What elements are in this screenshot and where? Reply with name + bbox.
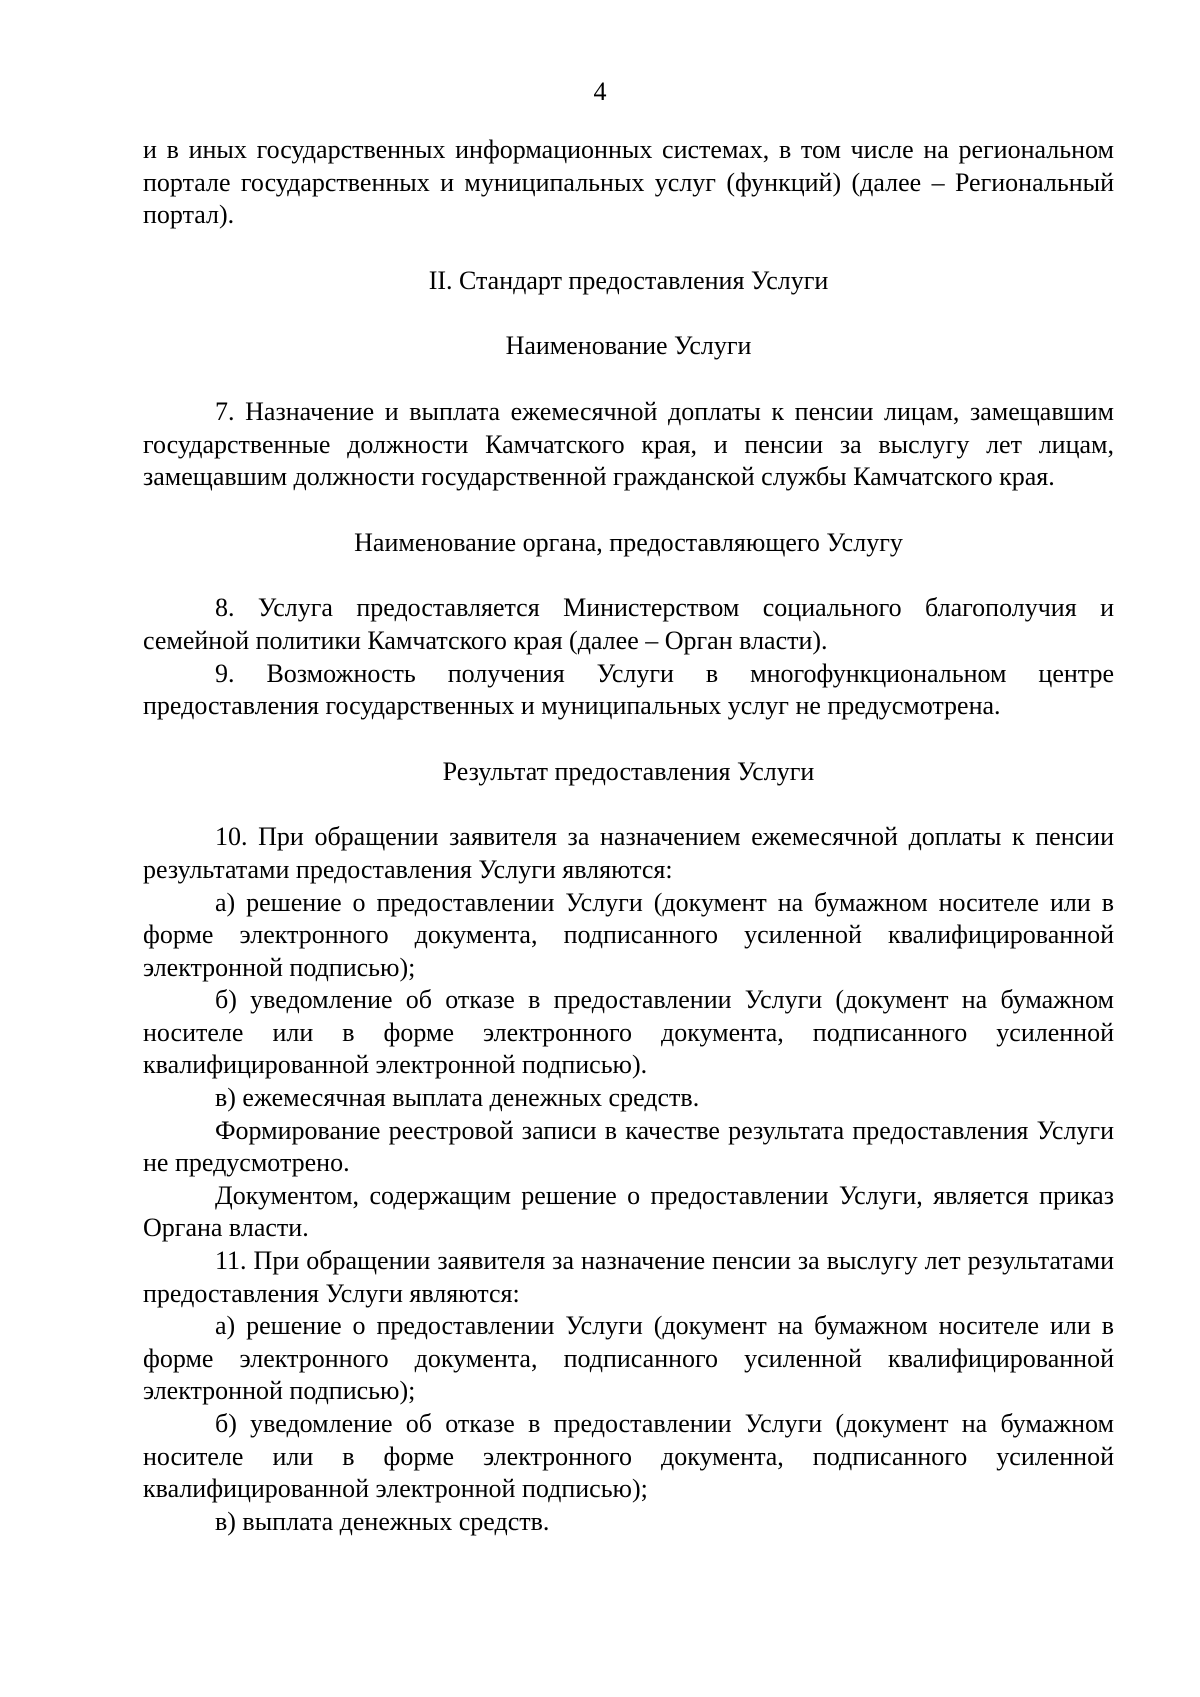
paragraph-order: Документом, содержащим решение о предоставлении Услуги, является приказ Органа власти. (143, 1180, 1114, 1243)
paragraph-10-a: а) решение о предоставлении Услуги (документ на бумажном носителе или в форме электронного документа, подписанного усиленной квалифицированной электронной подписью); (143, 887, 1114, 982)
spacer (143, 232, 1114, 265)
paragraph-11: 11. При обращении заявителя за назначение пенсии за выслугу лет результатами предоставления Услуги являются: (143, 1246, 1114, 1308)
paragraph-registry: Формирование реестровой записи в качестве результата предоставления Услуги не предусмотрено. (143, 1115, 1114, 1178)
paragraph-10: 10. При обращении заявителя за назначением ежемесячной доплаты к пенсии результатами предоставления Услуги являются: (143, 822, 1114, 884)
spacer (143, 494, 1114, 527)
heading-service-name: Наименование Услуги (505, 331, 752, 361)
spacer (143, 559, 1114, 592)
paragraph-7: 7. Назначение и выплата ежемесячной доплаты к пенсии лицам, замещавшим государственные должности Камчатского края, и пенсии за выслугу лет лицам, замещавшим должности государственной гражданской службы Камчатского края. (143, 396, 1114, 492)
heading-result: Результат предоставления Услуги (442, 756, 815, 786)
paragraph-11-c: в) выплата денежных средств. (215, 1506, 550, 1536)
section-title: II. Стандарт предоставления Услуги (428, 265, 829, 295)
page-content (143, 134, 1114, 1538)
page-number: 4 (593, 77, 607, 106)
spacer (143, 297, 1114, 330)
paragraph-11-a: а) решение о предоставлении Услуги (документ на бумажном носителе или в форме электронного документа, подписанного усиленной квалифицированной электронной подписью); (143, 1311, 1114, 1406)
paragraph-11-b: б) уведомление об отказе в предоставлении Услуги (документ на бумажном носителе или в форме электронного документа, подписанного усиленной квалифицированной электронной подписью); (143, 1409, 1114, 1504)
paragraph-9: 9. Возможность получения Услуги в многофункциональном центре предоставления государственных и муниципальных услуг не предусмотрена. (143, 658, 1114, 721)
paragraph-8: 8. Услуга предоставляется Министерством социального благополучия и семейной политики Камчатского края (далее – Орган власти). (143, 593, 1114, 655)
spacer (143, 363, 1114, 396)
heading-organ: Наименование органа, предоставляющего Услугу (354, 527, 903, 557)
intro-paragraph: и в иных государственных информационных системах, в том числе на региональном портале государственных и муниципальных услуг (функций) (далее – Региональный портал). (143, 135, 1114, 230)
paragraph-10-c: в) ежемесячная выплата денежных средств. (215, 1083, 700, 1113)
spacer (143, 723, 1114, 756)
paragraph-10-b: б) уведомление об отказе в предоставлении Услуги (документ на бумажном носителе или в форме электронного документа, подписанного усиленной квалифицированной электронной подписью). (143, 985, 1114, 1080)
spacer (143, 788, 1114, 821)
